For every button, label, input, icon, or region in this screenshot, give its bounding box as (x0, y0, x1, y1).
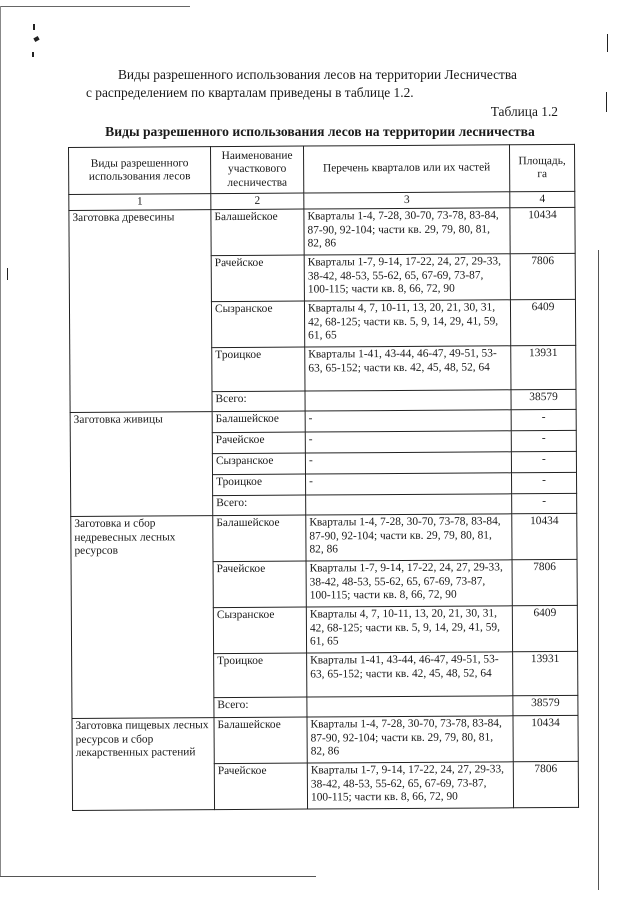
header-forestry: Наименование участкового лесничества (211, 146, 304, 194)
quarters-list: - (305, 431, 511, 453)
quarters-list: Кварталы 1-4, 7-28, 30-70, 73-78, 83-84, 87-90, 92-104; части кв. 29, 79, 80, 81, 82, 86 (304, 208, 510, 255)
forestry-name: Рачейское (211, 255, 304, 302)
usage-table (68, 144, 579, 811)
intro-line-1: Виды разрешенного использования лесов на территории Лесничества (118, 67, 517, 82)
usage-type: Заготовка живицы (70, 412, 213, 517)
quarters-list: Кварталы 1-41, 43-44, 46-47, 49-51, 53-63, 65-152; части кв. 42, 45, 48, 52, 64 (305, 346, 511, 391)
header-usage-type: Виды разрешенного использования лесов (69, 147, 211, 195)
area-value: 13931 (513, 652, 578, 696)
scan-border-right (598, 250, 599, 890)
forestry-name: Рачейское (212, 432, 305, 454)
area-value: 10434 (510, 208, 575, 254)
area-value: 6409 (512, 606, 577, 652)
area-value: 6409 (510, 300, 575, 346)
intro-paragraph (86, 66, 586, 102)
quarters-list: Кварталы 1-4, 7-28, 30-70, 73-78, 83-84, 87-90, 92-104; части кв. 29, 79, 80, 81, 82, 86 (306, 514, 512, 561)
forestry-name: Троицкое (213, 474, 306, 496)
area-value: 10434 (513, 716, 578, 762)
usage-type: Заготовка пищевых лесных ресурсов и сбор лекарственных растений (72, 718, 215, 811)
intro-line-2: с распределением по кварталам приведены в таблице 1.2. (86, 85, 414, 100)
area-value: - (511, 410, 576, 431)
quarters-list: Кварталы 4, 7, 10-11, 13, 20, 21, 30, 31, 42, 68-125; части кв. 5, 9, 14, 29, 41, 59, 61, 65 (306, 606, 512, 653)
quarters-list: - (306, 473, 512, 495)
total-value: 38579 (511, 390, 576, 410)
quarters-list: Кварталы 4, 7, 10-11, 13, 20, 21, 30, 31, 42, 68-125; части кв. 5, 9, 14, 29, 41, 59, 61, 65 (304, 300, 510, 347)
scan-speck (32, 52, 34, 57)
scan-border-top (0, 6, 190, 7)
total-value: - (512, 494, 577, 514)
forestry-name: Троицкое (214, 653, 307, 698)
area-value: 7806 (512, 560, 577, 606)
area-value: 7806 (510, 254, 575, 300)
scan-speck (606, 92, 607, 112)
table-title: Виды разрешенного использования лесов на территории лесничества (105, 124, 535, 139)
quarters-list: - (305, 452, 511, 474)
header-quarters: Перечень кварталов или их частей (303, 145, 509, 193)
quarters-list: - (305, 410, 511, 432)
forestry-name: Балашейское (213, 515, 306, 562)
total-label: Всего: (212, 391, 305, 412)
forestry-name: Троицкое (212, 347, 305, 392)
scan-speck (7, 268, 8, 280)
forestry-name: Сызранское (211, 301, 304, 348)
header-number: 3 (304, 192, 510, 210)
quarters-list: Кварталы 1-7, 9-14, 17-22, 24, 27, 29-33, 38-42, 48-53, 55-62, 65, 67-69, 73-87, 100-115; части кв. 8, 66, 72, 90 (304, 254, 510, 301)
forestry-name: Рачейское (213, 561, 306, 608)
forestry-name: Балашейское (212, 411, 305, 433)
forestry-name: Сызранское (213, 607, 306, 654)
header-number: 4 (510, 191, 575, 208)
scan-speck (607, 34, 608, 52)
quarters-list: Кварталы 1-7, 9-14, 17-22, 24, 27, 29-33, 38-42, 48-53, 55-62, 65, 67-69, 73-87, 100-115; части кв. 8, 66, 72, 90 (307, 762, 513, 809)
scan-speck (33, 24, 35, 30)
forestry-name: Балашейское (211, 209, 304, 256)
total-label: Всего: (213, 495, 306, 516)
area-value: 7806 (513, 762, 578, 808)
area-value: - (512, 473, 577, 494)
forestry-name: Рачейское (214, 763, 307, 810)
total-quarters (305, 390, 511, 411)
header-number: 2 (211, 193, 304, 210)
forestry-name: Сызранское (212, 453, 305, 475)
footer-rule (0, 876, 316, 877)
usage-type: Заготовка древесины (69, 210, 212, 413)
quarters-list: Кварталы 1-7, 9-14, 17-22, 24, 27, 29-33, 38-42, 48-53, 55-62, 65, 67-69, 73-87, 100-115; части кв. 8, 66, 72, 90 (306, 560, 512, 607)
header-number: 1 (69, 194, 211, 211)
area-value: 10434 (512, 514, 577, 560)
total-value: 38579 (513, 696, 578, 716)
forestry-name: Балашейское (214, 717, 307, 764)
area-value: 13931 (511, 346, 576, 390)
total-quarters (306, 494, 512, 515)
total-label: Всего: (214, 697, 307, 718)
header-area: Площадь, га (509, 144, 574, 191)
quarters-list: Кварталы 1-4, 7-28, 30-70, 73-78, 83-84, 87-90, 92-104; части кв. 29, 79, 80, 81, 82, 86 (307, 716, 513, 763)
table-caption: Таблица 1.2 (490, 104, 558, 119)
total-quarters (307, 696, 513, 717)
usage-type: Заготовка и сбор недревесных лесных ресурсов (71, 516, 214, 719)
scan-speck (33, 36, 39, 42)
area-value: - (511, 452, 576, 473)
quarters-list: Кварталы 1-41, 43-44, 46-47, 49-51, 53-63, 65-152; части кв. 42, 45, 48, 52, 64 (307, 652, 513, 697)
area-value: - (511, 431, 576, 452)
